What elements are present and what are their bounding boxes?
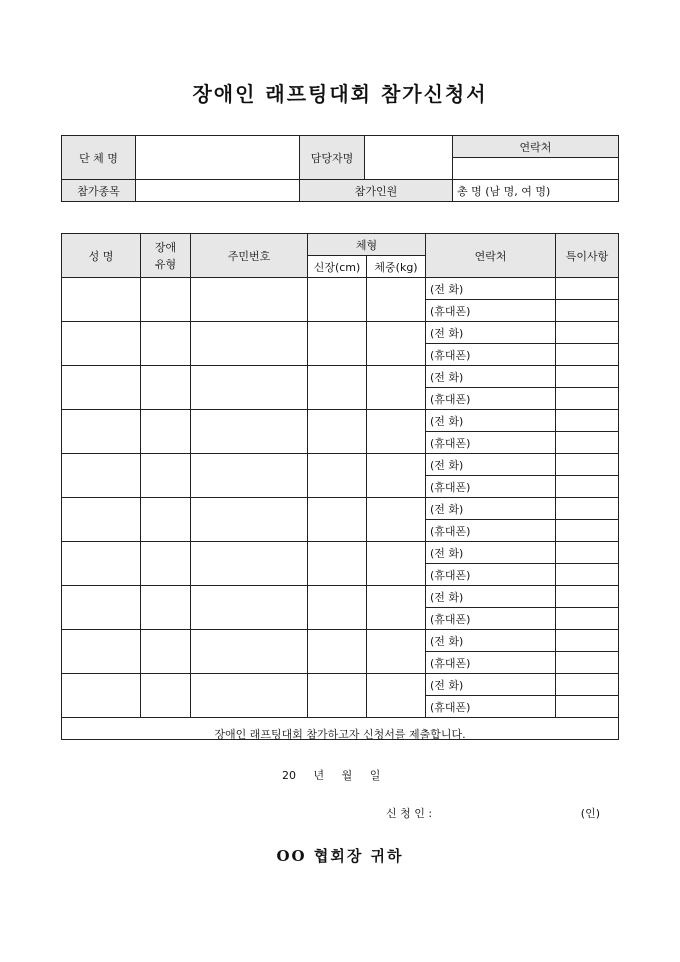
- name-cell[interactable]: [62, 278, 141, 322]
- height-cell[interactable]: [308, 498, 367, 542]
- event-label: 참가종목: [62, 180, 136, 202]
- mobile-cell[interactable]: (휴대폰): [426, 564, 556, 586]
- name-cell[interactable]: [62, 322, 141, 366]
- height-cell[interactable]: [308, 410, 367, 454]
- mobile-cell[interactable]: (휴대폰): [426, 476, 556, 498]
- height-cell[interactable]: [308, 630, 367, 674]
- disability-type-cell[interactable]: [141, 322, 191, 366]
- header-body: 체형: [308, 234, 426, 256]
- phone-cell[interactable]: (전 화): [426, 410, 556, 432]
- participants-value[interactable]: 총 명 (남 명, 여 명): [453, 180, 619, 202]
- document-title: 장애인 래프팅대회 참가신청서: [192, 82, 488, 106]
- notes-cell[interactable]: [556, 542, 619, 564]
- weight-cell[interactable]: [367, 630, 426, 674]
- notes-cell[interactable]: [556, 652, 619, 674]
- resident-number-cell[interactable]: [191, 410, 308, 454]
- header-weight: 체중(kg): [367, 256, 426, 278]
- disability-type-cell[interactable]: [141, 586, 191, 630]
- resident-number-cell[interactable]: [191, 454, 308, 498]
- weight-cell[interactable]: [367, 410, 426, 454]
- declaration-statement: 장애인 래프팅대회 참가하고자 신청서를 제출합니다.: [214, 728, 466, 741]
- weight-cell[interactable]: [367, 498, 426, 542]
- disability-type-cell[interactable]: [141, 498, 191, 542]
- disability-type-cell[interactable]: [141, 410, 191, 454]
- height-cell[interactable]: [308, 278, 367, 322]
- manager-label: 담당자명: [300, 136, 365, 180]
- height-cell[interactable]: [308, 542, 367, 586]
- phone-cell[interactable]: (전 화): [426, 674, 556, 696]
- declaration-date[interactable]: 20 년 월 일: [282, 769, 381, 782]
- roster-row: [62, 278, 619, 300]
- notes-cell[interactable]: [556, 388, 619, 410]
- roster-row: [62, 586, 619, 608]
- notes-cell[interactable]: [556, 564, 619, 586]
- weight-cell[interactable]: [367, 674, 426, 718]
- declaration-section: [62, 718, 619, 865]
- name-cell[interactable]: [62, 498, 141, 542]
- weight-cell[interactable]: [367, 542, 426, 586]
- phone-cell[interactable]: (전 화): [426, 278, 556, 300]
- header-notes: 특이사항: [556, 234, 619, 278]
- event-field[interactable]: [136, 180, 300, 202]
- notes-cell[interactable]: [556, 586, 619, 608]
- mobile-cell[interactable]: (휴대폰): [426, 652, 556, 674]
- manager-field[interactable]: [365, 136, 453, 180]
- header-disability-type: 장애 유형: [141, 234, 191, 278]
- notes-cell[interactable]: [556, 344, 619, 366]
- mobile-cell[interactable]: (휴대폰): [426, 520, 556, 542]
- notes-cell[interactable]: [556, 674, 619, 696]
- notes-cell[interactable]: [556, 520, 619, 542]
- mobile-cell[interactable]: (휴대폰): [426, 300, 556, 322]
- weight-cell[interactable]: [367, 586, 426, 630]
- name-cell[interactable]: [62, 410, 141, 454]
- name-cell[interactable]: [62, 586, 141, 630]
- weight-cell[interactable]: [367, 366, 426, 410]
- name-cell[interactable]: [62, 366, 141, 410]
- phone-cell[interactable]: (전 화): [426, 366, 556, 388]
- notes-cell[interactable]: [556, 432, 619, 454]
- notes-cell[interactable]: [556, 630, 619, 652]
- height-cell[interactable]: [308, 586, 367, 630]
- name-cell[interactable]: [62, 674, 141, 718]
- notes-cell[interactable]: [556, 300, 619, 322]
- team-name-label: 단 체 명: [62, 136, 136, 180]
- roster-row: [62, 454, 619, 476]
- name-cell[interactable]: [62, 454, 141, 498]
- mobile-cell[interactable]: (휴대폰): [426, 388, 556, 410]
- contact-field[interactable]: [453, 158, 619, 180]
- phone-cell[interactable]: (전 화): [426, 498, 556, 520]
- notes-cell[interactable]: [556, 366, 619, 388]
- phone-cell[interactable]: (전 화): [426, 630, 556, 652]
- weight-cell[interactable]: [367, 322, 426, 366]
- team-name-field[interactable]: [136, 136, 300, 180]
- notes-cell[interactable]: [556, 410, 619, 432]
- disability-type-cell[interactable]: [141, 630, 191, 674]
- header-contact: 연락처: [426, 234, 556, 278]
- mobile-cell[interactable]: (휴대폰): [426, 608, 556, 630]
- roster-row: [62, 630, 619, 652]
- addressee: OO 협회장 귀하: [276, 847, 404, 865]
- mobile-cell[interactable]: (휴대폰): [426, 696, 556, 718]
- disability-type-cell[interactable]: [141, 542, 191, 586]
- phone-cell[interactable]: (전 화): [426, 322, 556, 344]
- header-height: 신장(cm): [308, 256, 367, 278]
- notes-cell[interactable]: [556, 322, 619, 344]
- roster-row: [62, 410, 619, 432]
- resident-number-cell[interactable]: [191, 366, 308, 410]
- contact-label: 연락처: [453, 136, 619, 158]
- phone-cell[interactable]: (전 화): [426, 454, 556, 476]
- resident-number-cell[interactable]: [191, 278, 308, 322]
- notes-cell[interactable]: [556, 278, 619, 300]
- mobile-cell[interactable]: (휴대폰): [426, 432, 556, 454]
- notes-cell[interactable]: [556, 696, 619, 718]
- name-cell[interactable]: [62, 630, 141, 674]
- notes-cell[interactable]: [556, 498, 619, 520]
- height-cell[interactable]: [308, 674, 367, 718]
- roster-row: [62, 498, 619, 520]
- disability-type-cell[interactable]: [141, 454, 191, 498]
- resident-number-cell[interactable]: [191, 674, 308, 718]
- roster-row: [62, 366, 619, 388]
- notes-cell[interactable]: [556, 608, 619, 630]
- mobile-cell[interactable]: (휴대폰): [426, 344, 556, 366]
- roster-row: [62, 542, 619, 564]
- team-info-table: [61, 135, 619, 202]
- resident-number-cell[interactable]: [191, 498, 308, 542]
- notes-cell[interactable]: [556, 476, 619, 498]
- header-name: 성 명: [62, 234, 141, 278]
- phone-cell[interactable]: (전 화): [426, 586, 556, 608]
- phone-cell[interactable]: (전 화): [426, 542, 556, 564]
- name-cell[interactable]: [62, 542, 141, 586]
- height-cell[interactable]: [308, 366, 367, 410]
- roster-row: [62, 322, 619, 344]
- disability-type-cell[interactable]: [141, 366, 191, 410]
- roster-table: [61, 233, 619, 865]
- weight-cell[interactable]: [367, 454, 426, 498]
- seal-label: (인): [580, 807, 601, 820]
- applicant-label: 신 청 인 :: [386, 807, 433, 820]
- height-cell[interactable]: [308, 322, 367, 366]
- roster-row: [62, 674, 619, 696]
- resident-number-cell[interactable]: [191, 630, 308, 674]
- header-resident-number: 주민번호: [191, 234, 308, 278]
- resident-number-cell[interactable]: [191, 542, 308, 586]
- participants-label: 참가인원: [300, 180, 453, 202]
- resident-number-cell[interactable]: [191, 586, 308, 630]
- height-cell[interactable]: [308, 454, 367, 498]
- notes-cell[interactable]: [556, 454, 619, 476]
- weight-cell[interactable]: [367, 278, 426, 322]
- disability-type-cell[interactable]: [141, 674, 191, 718]
- disability-type-cell[interactable]: [141, 278, 191, 322]
- resident-number-cell[interactable]: [191, 322, 308, 366]
